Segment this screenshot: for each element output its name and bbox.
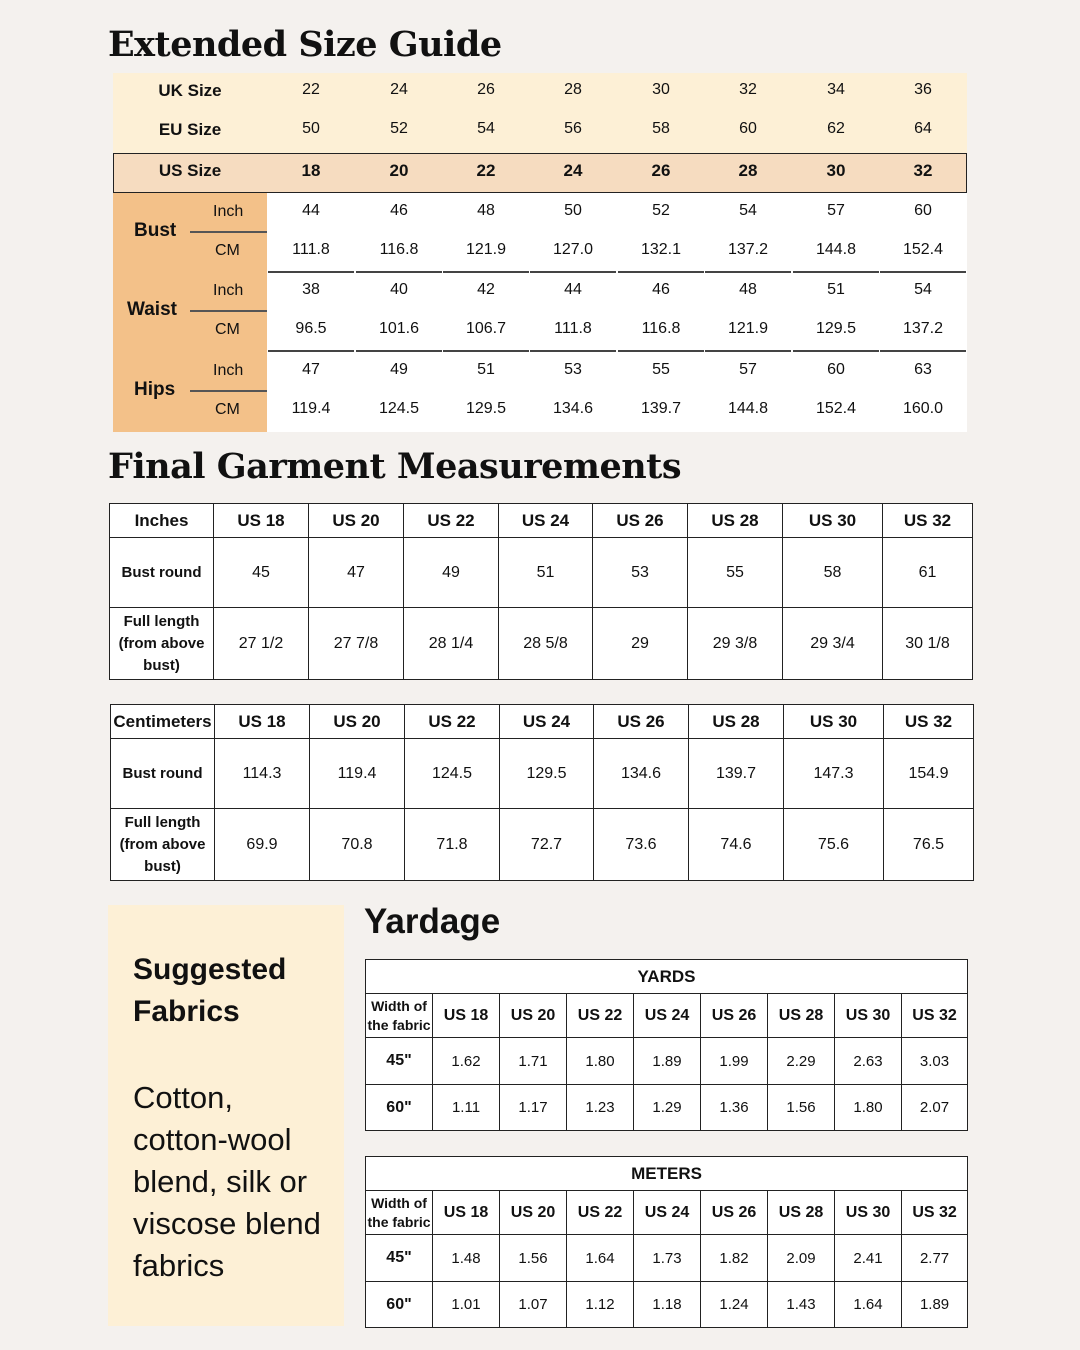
uk-size-value: 28 — [564, 81, 582, 98]
unit-divider — [190, 231, 267, 233]
bust-round-value: 58 — [783, 538, 883, 608]
inch-value: 60 — [914, 202, 932, 219]
uk-size-value: 34 — [827, 81, 845, 98]
inch-value: 55 — [652, 361, 670, 378]
size-header: US 30 — [784, 705, 884, 739]
yardage-value: 1.89 — [634, 1038, 701, 1085]
uk-size-value: 36 — [914, 81, 932, 98]
inch-value: 51 — [477, 361, 495, 378]
measurement-label-bust: Bust — [134, 220, 177, 241]
yardage-value: 1.80 — [567, 1038, 634, 1085]
row-divider — [268, 271, 354, 273]
size-header: US 28 — [689, 705, 784, 739]
eu-size-value: 58 — [652, 120, 670, 137]
cm-value: 111.8 — [292, 241, 330, 258]
row-divider — [268, 350, 354, 352]
inch-value: 44 — [564, 281, 582, 298]
size-header: US 32 — [884, 705, 974, 739]
suggested-fabrics-panel — [108, 905, 344, 1326]
us-size-value: 20 — [389, 161, 409, 180]
us-size-value: 26 — [651, 161, 671, 180]
size-header: US 32 — [883, 504, 973, 538]
inch-value: 54 — [739, 202, 757, 219]
yardage-value: 1.80 — [835, 1085, 902, 1131]
cm-value: 160.0 — [902, 400, 944, 417]
row-divider — [793, 271, 879, 273]
size-header: US 20 — [309, 504, 404, 538]
yardage-value: 1.64 — [567, 1235, 634, 1282]
unit-label: Centimeters — [111, 705, 215, 739]
cm-value: 129.5 — [815, 320, 857, 337]
measurement-label-waist: Waist — [127, 299, 177, 320]
bust-round-value: 47 — [309, 538, 404, 608]
inch-value: 63 — [914, 361, 932, 378]
yardage-value: 2.77 — [902, 1235, 968, 1282]
full-length-value: 71.8 — [405, 809, 500, 881]
inch-label: Inch — [213, 362, 244, 379]
uk-size-value: 22 — [302, 81, 320, 98]
us-size-value: 28 — [738, 161, 758, 180]
width-of-fabric-label: Width of the fabric — [366, 1191, 433, 1235]
size-header: US 32 — [902, 994, 968, 1038]
uk-size-label: UK Size — [158, 81, 222, 100]
us-size-value: 22 — [476, 161, 496, 180]
yardage-value: 1.89 — [902, 1282, 968, 1328]
uk-size-value: 32 — [739, 81, 757, 98]
size-header: US 28 — [768, 1191, 835, 1235]
bust-round-value: 49 — [404, 538, 499, 608]
yardage-value: 1.82 — [701, 1235, 768, 1282]
eu-size-value: 64 — [914, 120, 932, 137]
bust-round-label: Bust round — [110, 538, 214, 608]
row-divider — [530, 271, 616, 273]
full-length-label: Full length (from above bust) — [111, 809, 215, 881]
us-size-value: 30 — [826, 161, 846, 180]
fabric-width-label: 60" — [366, 1282, 433, 1328]
row-divider — [880, 271, 966, 273]
size-header: US 20 — [500, 994, 567, 1038]
yardage-value: 1.11 — [433, 1085, 500, 1131]
yardage-value: 1.01 — [433, 1282, 500, 1328]
yardage-value: 2.41 — [835, 1235, 902, 1282]
bust-round-value: 147.3 — [784, 739, 884, 809]
bust-round-value: 154.9 — [884, 739, 974, 809]
yardage-value: 1.18 — [634, 1282, 701, 1328]
row-divider — [530, 350, 616, 352]
cm-value: 137.2 — [902, 320, 944, 337]
bust-round-value: 61 — [883, 538, 973, 608]
inch-value: 38 — [302, 281, 320, 298]
measurement-grid — [267, 193, 967, 432]
full-length-value: 28 5/8 — [499, 608, 593, 680]
full-length-value: 69.9 — [215, 809, 310, 881]
us-size-label: US Size — [158, 161, 222, 180]
row-divider — [705, 350, 791, 352]
cm-value: 121.9 — [727, 320, 769, 337]
size-guide-title: Extended Size Guide — [108, 24, 502, 65]
cm-value: 121.9 — [465, 241, 507, 258]
inch-value: 44 — [302, 202, 320, 219]
cm-value: 96.5 — [295, 320, 327, 337]
bust-round-value: 45 — [214, 538, 309, 608]
yardage-value: 1.07 — [500, 1282, 567, 1328]
size-header: US 32 — [902, 1191, 968, 1235]
yardage-value: 1.23 — [567, 1085, 634, 1131]
inch-value: 46 — [390, 202, 408, 219]
size-header: US 26 — [701, 994, 768, 1038]
uk-size-value: 26 — [477, 81, 495, 98]
inch-value: 53 — [564, 361, 582, 378]
cm-value: 127.0 — [552, 241, 594, 258]
cm-value: 137.2 — [727, 241, 769, 258]
cm-value: 152.4 — [815, 400, 857, 417]
full-length-value: 70.8 — [310, 809, 405, 881]
full-length-value: 27 1/2 — [214, 608, 309, 680]
inch-value: 60 — [827, 361, 845, 378]
full-length-value: 73.6 — [594, 809, 689, 881]
row-divider — [443, 271, 529, 273]
size-header: US 22 — [404, 504, 499, 538]
cm-value: 124.5 — [378, 400, 420, 417]
yardage-value: 1.64 — [835, 1282, 902, 1328]
unit-divider — [190, 390, 267, 392]
inch-value: 46 — [652, 281, 670, 298]
yardage-title: Yardage — [364, 902, 501, 941]
yardage-yards-table — [365, 959, 968, 1131]
fabric-width-label: 45" — [366, 1038, 433, 1085]
measurement-label-hips: Hips — [134, 379, 176, 400]
yardage-value: 1.29 — [634, 1085, 701, 1131]
cm-value: 101.6 — [378, 320, 420, 337]
bust-round-value: 124.5 — [405, 739, 500, 809]
yardage-value: 1.43 — [768, 1282, 835, 1328]
inch-label: Inch — [213, 282, 244, 299]
cm-label: CM — [215, 321, 240, 338]
full-length-value: 76.5 — [884, 809, 974, 881]
unit-label: Inches — [110, 504, 214, 538]
garment-cm-table — [110, 704, 974, 881]
yardage-value: 1.12 — [567, 1282, 634, 1328]
eu-size-value: 56 — [564, 120, 582, 137]
cm-value: 119.4 — [291, 400, 331, 417]
yardage-value: 1.99 — [701, 1038, 768, 1085]
yardage-value: 1.48 — [433, 1235, 500, 1282]
full-length-value: 27 7/8 — [309, 608, 404, 680]
uk-size-value: 30 — [652, 81, 670, 98]
full-length-value: 28 1/4 — [404, 608, 499, 680]
size-header: US 30 — [835, 994, 902, 1038]
eu-size-value: 60 — [739, 120, 757, 137]
yardage-value: 1.62 — [433, 1038, 500, 1085]
size-header: US 30 — [783, 504, 883, 538]
yardage-value: 1.73 — [634, 1235, 701, 1282]
yardage-meters-table — [365, 1156, 968, 1328]
full-length-value: 74.6 — [689, 809, 784, 881]
yardage-value: 1.56 — [768, 1085, 835, 1131]
row-divider — [793, 350, 879, 352]
bust-round-value: 119.4 — [310, 739, 405, 809]
eu-size-value: 52 — [390, 120, 408, 137]
meters-caption: METERS — [366, 1157, 968, 1191]
inch-value: 47 — [302, 361, 320, 378]
yardage-value: 2.63 — [835, 1038, 902, 1085]
bust-round-value: 51 — [499, 538, 593, 608]
full-length-value: 29 — [593, 608, 688, 680]
fabric-width-label: 60" — [366, 1085, 433, 1131]
full-length-value: 29 3/8 — [688, 608, 783, 680]
garment-inches-table — [109, 503, 973, 680]
row-divider — [880, 350, 966, 352]
full-length-value: 72.7 — [500, 809, 594, 881]
yardage-value: 1.36 — [701, 1085, 768, 1131]
bust-round-value: 53 — [593, 538, 688, 608]
unit-divider — [190, 310, 267, 312]
us-size-value: 24 — [563, 161, 583, 180]
cm-value: 116.8 — [641, 320, 681, 337]
cm-label: CM — [215, 242, 240, 259]
yardage-value: 3.03 — [902, 1038, 968, 1085]
bust-round-label: Bust round — [111, 739, 215, 809]
us-size-value: 18 — [301, 161, 321, 180]
size-header: US 24 — [499, 504, 593, 538]
size-header: US 28 — [768, 994, 835, 1038]
eu-size-value: 62 — [827, 120, 845, 137]
inch-value: 40 — [390, 281, 408, 298]
yardage-value: 2.29 — [768, 1038, 835, 1085]
full-length-value: 75.6 — [784, 809, 884, 881]
size-header: US 18 — [214, 504, 309, 538]
size-header: US 20 — [500, 1191, 567, 1235]
inch-value: 48 — [477, 202, 495, 219]
yardage-value: 1.24 — [701, 1282, 768, 1328]
size-header: US 26 — [593, 504, 688, 538]
size-header: US 22 — [567, 994, 634, 1038]
inch-value: 57 — [739, 361, 757, 378]
cm-value: 152.4 — [902, 241, 944, 258]
cm-value: 144.8 — [815, 241, 857, 258]
size-header: US 26 — [594, 705, 689, 739]
fabric-width-label: 45" — [366, 1235, 433, 1282]
cm-value: 134.6 — [552, 400, 594, 417]
row-divider — [618, 271, 704, 273]
cm-value: 106.7 — [465, 320, 507, 337]
eu-size-value: 54 — [477, 120, 495, 137]
cm-value: 116.8 — [379, 241, 419, 258]
garment-title: Final Garment Measurements — [108, 446, 682, 487]
size-header: US 22 — [405, 705, 500, 739]
inch-value: 48 — [739, 281, 757, 298]
yardage-value: 2.07 — [902, 1085, 968, 1131]
cm-value: 144.8 — [727, 400, 769, 417]
full-length-label: Full length (from above bust) — [110, 608, 214, 680]
yardage-value: 1.17 — [500, 1085, 567, 1131]
size-header: US 18 — [433, 994, 500, 1038]
cm-value: 129.5 — [465, 400, 507, 417]
uk-size-value: 24 — [390, 81, 408, 98]
inch-value: 54 — [914, 281, 932, 298]
size-header: US 24 — [500, 705, 594, 739]
eu-size-value: 50 — [302, 120, 320, 137]
suggested-fabrics-text: Cotton, cotton-wool blend, silk or viscose blend fabrics — [133, 1080, 321, 1283]
inch-value: 49 — [390, 361, 408, 378]
cm-value: 139.7 — [640, 400, 682, 417]
inch-label: Inch — [213, 203, 244, 220]
width-of-fabric-label: Width of the fabric — [366, 994, 433, 1038]
bust-round-value: 114.3 — [215, 739, 310, 809]
row-divider — [705, 271, 791, 273]
cm-label: CM — [215, 401, 240, 418]
size-header: US 24 — [634, 994, 701, 1038]
size-header: US 22 — [567, 1191, 634, 1235]
yardage-value: 1.56 — [500, 1235, 567, 1282]
size-header: US 30 — [835, 1191, 902, 1235]
inch-value: 52 — [652, 202, 670, 219]
size-header: US 18 — [433, 1191, 500, 1235]
inch-value: 51 — [827, 281, 845, 298]
yardage-value: 1.71 — [500, 1038, 567, 1085]
bust-round-value: 129.5 — [500, 739, 594, 809]
bust-round-value: 55 — [688, 538, 783, 608]
inch-value: 57 — [827, 202, 845, 219]
bust-round-value: 139.7 — [689, 739, 784, 809]
yards-caption: YARDS — [366, 960, 968, 994]
suggested-fabrics-title: Suggested Fabrics — [133, 953, 287, 1028]
row-divider — [356, 350, 442, 352]
size-header: US 26 — [701, 1191, 768, 1235]
inch-value: 50 — [564, 202, 582, 219]
size-guide-table — [113, 73, 967, 432]
inch-value: 42 — [477, 281, 495, 298]
full-length-value: 30 1/8 — [883, 608, 973, 680]
cm-value: 132.1 — [640, 241, 682, 258]
size-header: US 28 — [688, 504, 783, 538]
row-divider — [356, 271, 442, 273]
eu-size-label: EU Size — [158, 120, 222, 139]
size-header: US 18 — [215, 705, 310, 739]
row-divider — [618, 350, 704, 352]
yardage-value: 2.09 — [768, 1235, 835, 1282]
row-divider — [443, 350, 529, 352]
size-header: US 24 — [634, 1191, 701, 1235]
bust-round-value: 134.6 — [594, 739, 689, 809]
cm-value: 111.8 — [554, 320, 592, 337]
full-length-value: 29 3/4 — [783, 608, 883, 680]
size-header: US 20 — [310, 705, 405, 739]
us-size-value: 32 — [913, 161, 933, 180]
